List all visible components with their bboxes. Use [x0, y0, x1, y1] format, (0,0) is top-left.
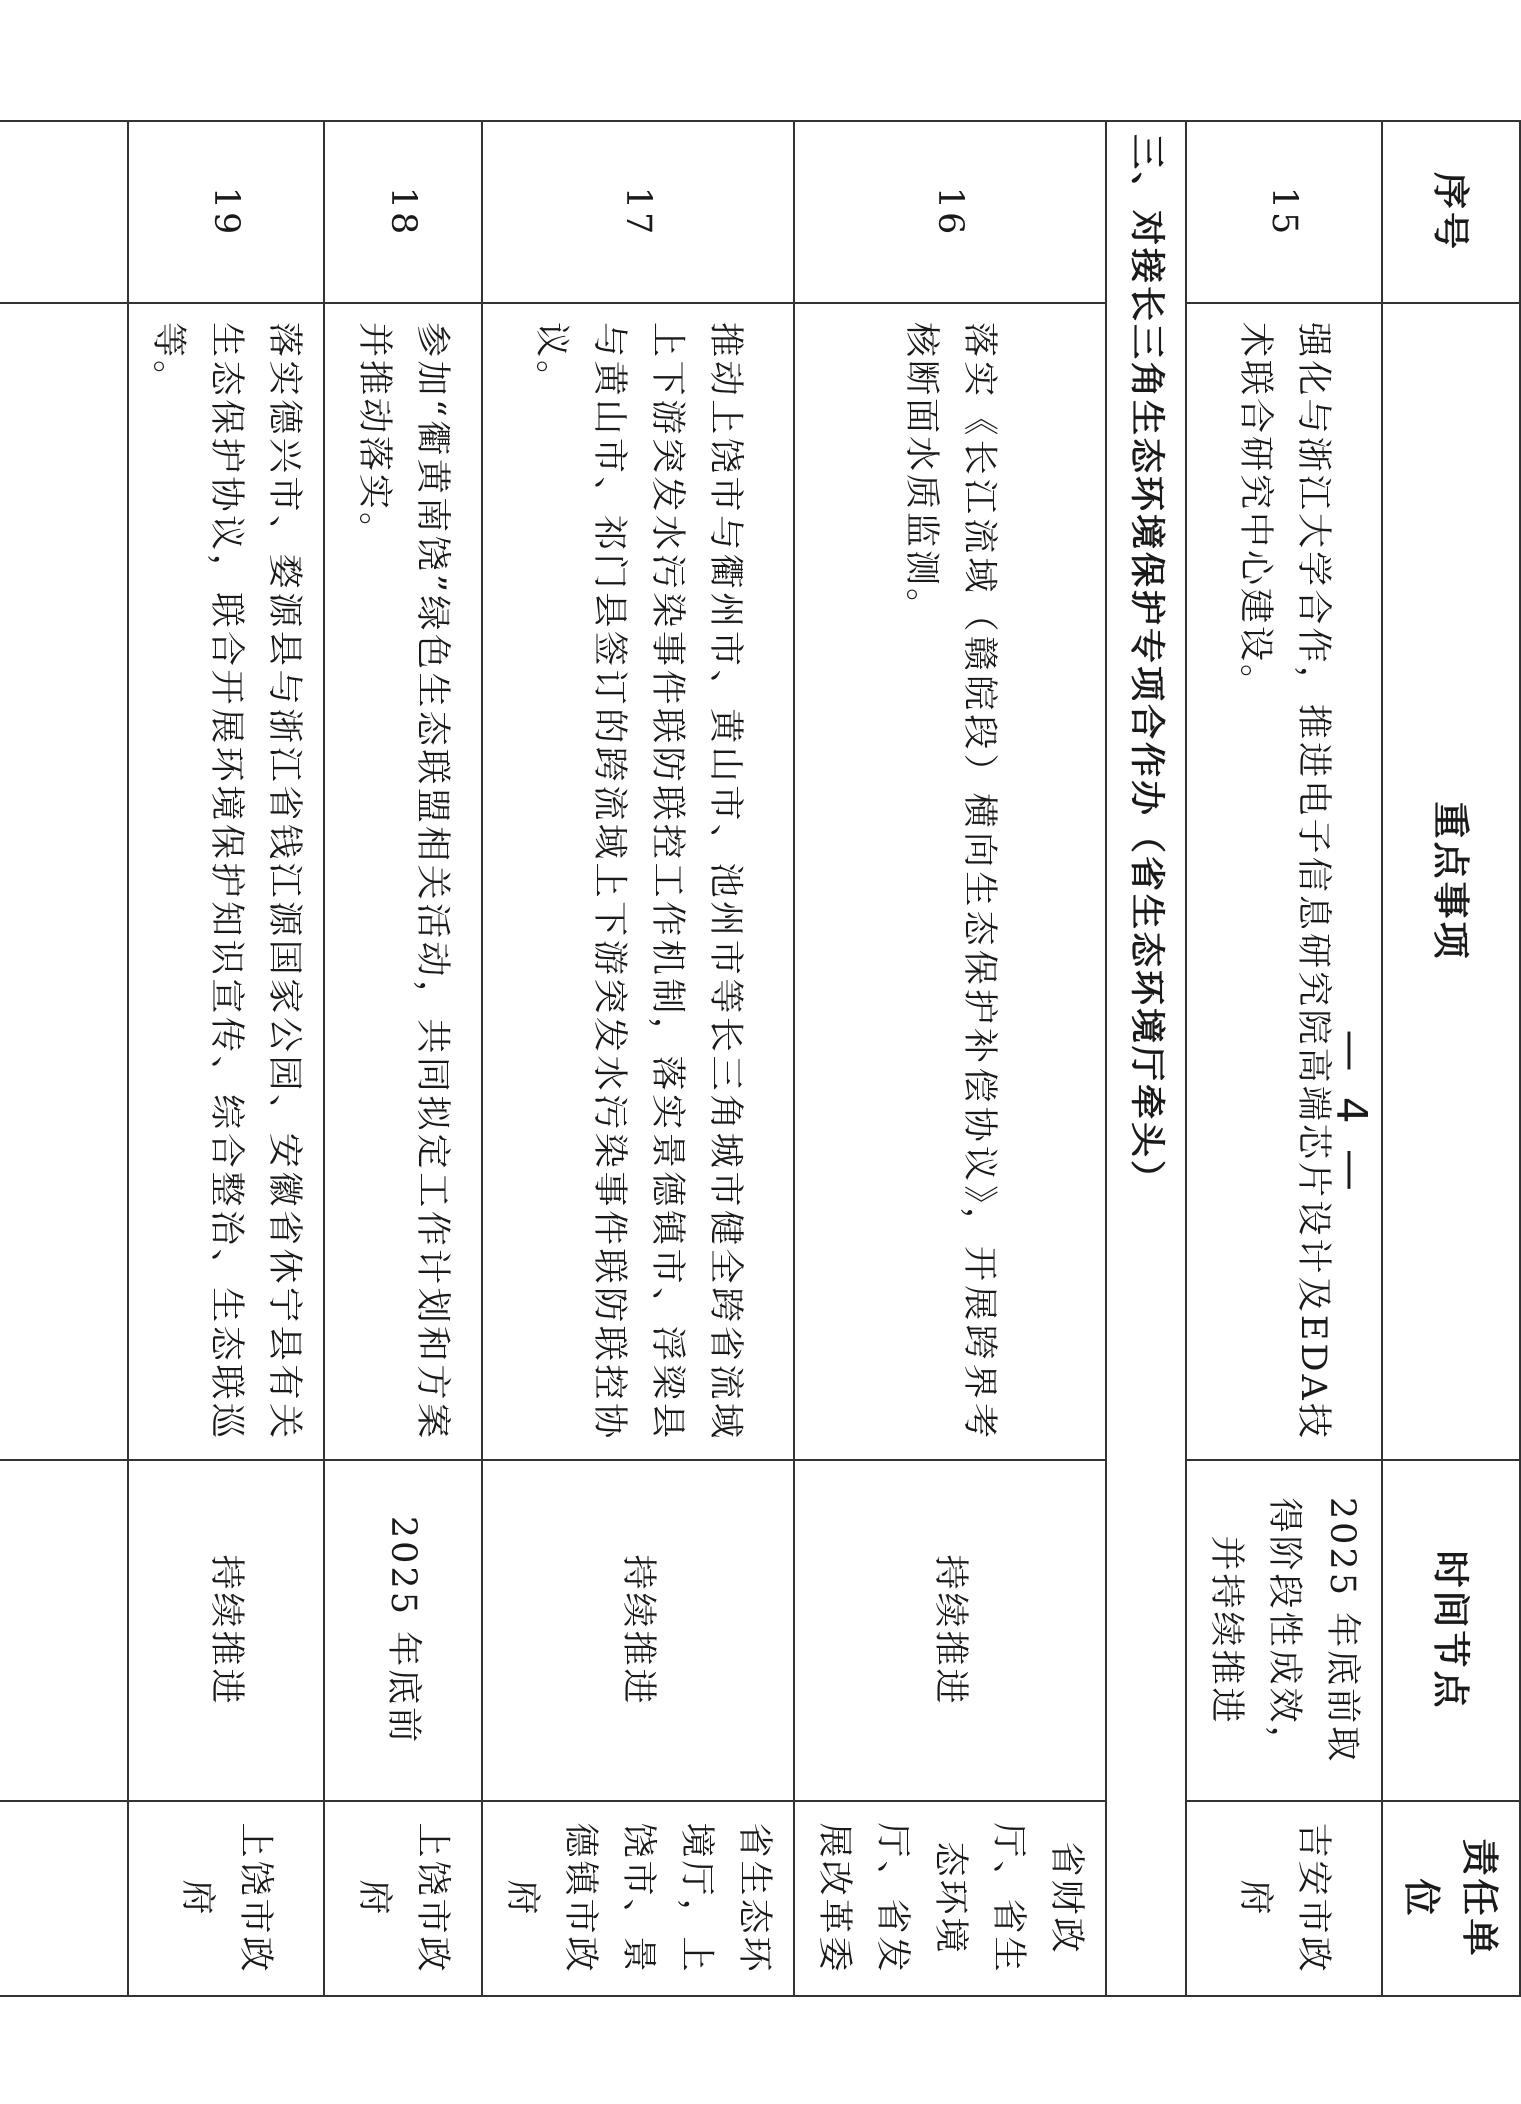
row-item: 参加“衢黄南饶”绿色生态联盟相关活动，共同拟定工作计划和方案并推动落实。 — [324, 303, 482, 1460]
row-item: 落实《长江流域（赣皖段）横向生态保护补偿协议》，开展跨界考核断面水质监测。 — [794, 303, 1106, 1460]
row-unit: 省生态环境厅，上饶市、景德镇市政府 — [482, 1801, 794, 1996]
row-num: 19 — [128, 121, 324, 303]
row-item: 推动上饶市与衢州市、黄山市、池州市等长三角城市健全跨省流域上下游突发水污染事件联防联控工作机制，落实景德镇市、浮梁县与黄山市、祁门县签订的跨流域上下游突发水污染事件联防联控协议。 — [482, 303, 794, 1460]
row-num: 15 — [1186, 121, 1382, 303]
row-time: 持续推进 — [128, 1460, 324, 1801]
row-num: 16 — [794, 121, 1106, 303]
row-item — [0, 303, 128, 1460]
row-time: 持续推进 — [482, 1460, 794, 1801]
row-unit: 吉安市政府 — [1186, 1801, 1382, 1996]
row-item: 强化与浙江大学合作，推进电子信息研究院高端芯片设计及EDA技术联合研究中心建设。 — [1186, 303, 1382, 1460]
row-num: 17 — [482, 121, 794, 303]
row-time: 2025 年底前取得阶段性成效，并持续推进 — [1186, 1460, 1382, 1801]
key-tasks-table — [0, 120, 1521, 1997]
row-unit: 省财政厅、省生态环境厅、省发展改革委 — [794, 1801, 1106, 1996]
row-num: 18 — [324, 121, 482, 303]
row-unit — [0, 1801, 128, 1996]
table-row — [128, 121, 324, 1996]
header-num: 序号 — [1382, 121, 1520, 303]
header-item: 重点事项 — [1382, 303, 1520, 1460]
row-time — [0, 1460, 128, 1801]
row-time: 持续推进 — [794, 1460, 1106, 1801]
table-header-row — [1382, 121, 1520, 1996]
section-title: 三、对接长三角生态环境保护专项合作办（省生态环境厅牵头） — [1106, 121, 1186, 1996]
row-unit: 上饶市政府 — [128, 1801, 324, 1996]
header-time: 时间节点 — [1382, 1460, 1520, 1801]
section-row — [1106, 121, 1186, 1996]
row-time: 2025 年底前 — [324, 1460, 482, 1801]
table-row — [0, 121, 128, 1996]
table-row — [482, 121, 794, 1996]
table-row — [794, 121, 1106, 1996]
row-num — [0, 121, 128, 303]
rotated-table-page — [0, 120, 1521, 1995]
row-item: 落实德兴市、婺源县与浙江省钱江源国家公园、安徽省休宁县有关生态保护协议，联合开展环境保护知识宣传、综合整治、生态联巡等。 — [128, 303, 324, 1460]
page-number: — 4 — — [1327, 1029, 1377, 1197]
table-row — [324, 121, 482, 1996]
row-unit: 上饶市政府 — [324, 1801, 482, 1996]
header-unit: 责任单位 — [1382, 1801, 1520, 1996]
